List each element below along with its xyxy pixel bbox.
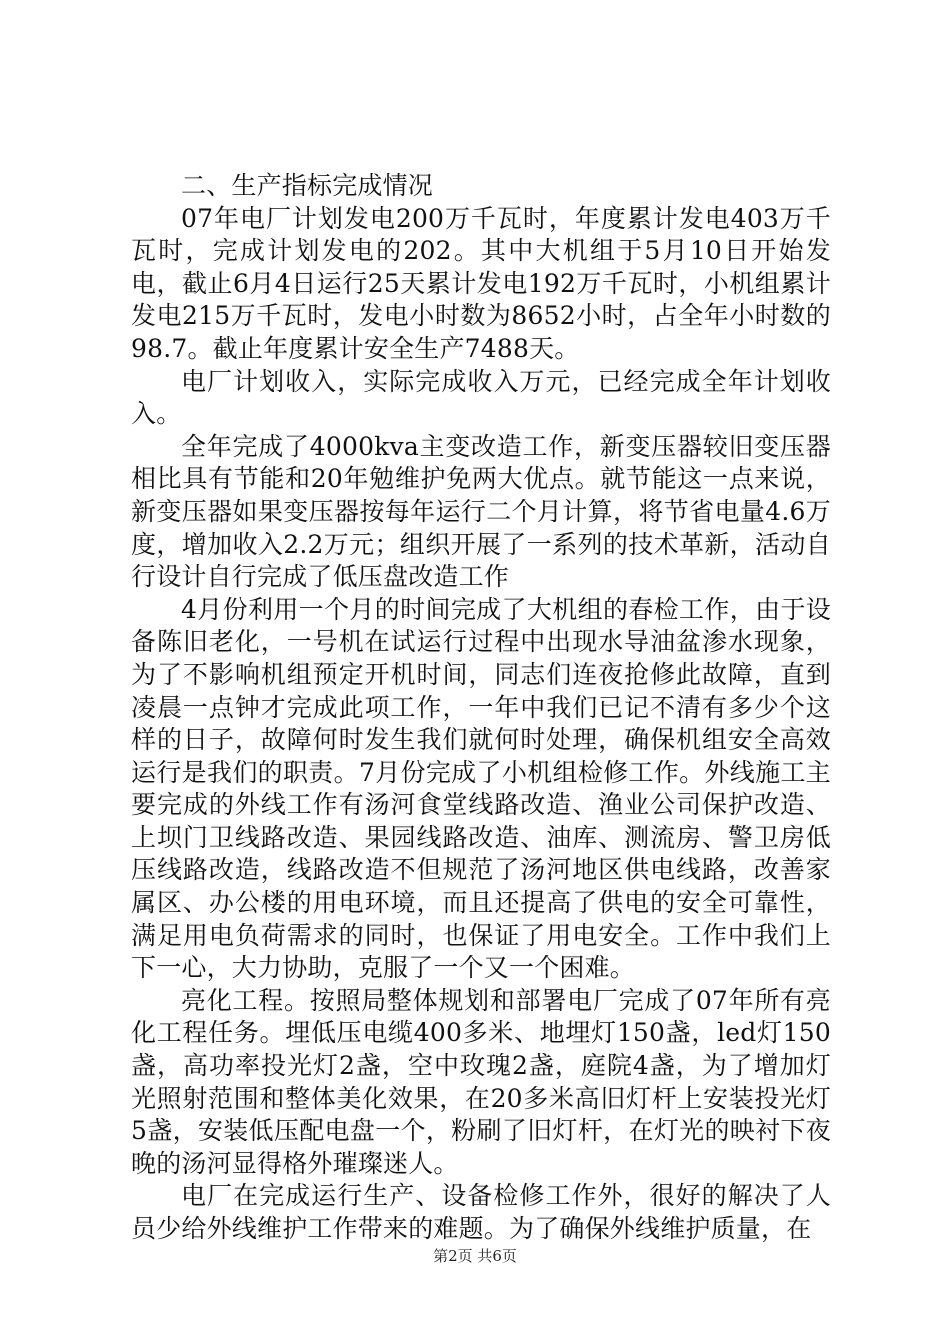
paragraph-line-maintenance: 电厂在完成运行生产、设备检修工作外，很好的解决了人员少给外线维护工作带来的难题。为了确保外线维护质量，在 — [131, 1181, 831, 1243]
page-footer — [0, 1246, 950, 1266]
paragraph-lighting-project: 亮化工程。按照局整体规划和部署电厂完成了07年所有亮化工程任务。埋低压电缆400多米、地埋灯150盏，led灯150盏，高功率投光灯2盏，空中玫瑰2盏，庭院4盏，为了增加灯光照射范围和整体美化效果，在20多米高旧灯杆上安装投光灯5盏，安装低压配电盘一个，粉刷了旧灯杆，在灯光的映衬下夜晚的汤河显得格外璀璨迷人。 — [131, 985, 831, 1178]
paragraph-power-generation: 07年电厂计划发电200万千瓦时，年度累计发电403万千瓦时，完成计划发电的202。其中大机组于5月10日开始发电，截止6月4日运行25天累计发电192万千瓦时，小机组累计发电215万千瓦时，发电小时数为8652小时，占全年小时数的98.7。截止年度累计安全生产7488天。 — [131, 203, 831, 363]
paragraph-income: 电厂计划收入，实际完成收入万元，已经完成全年计划收入。 — [131, 366, 831, 429]
section-heading: 二、生产指标完成情况 — [181, 171, 434, 200]
paragraph-maintenance-work: 4月份利用一个月的时间完成了大机组的春检工作，由于设备陈旧老化，一号机在试运行过程中出现水导油盆渗水现象，为了不影响机组预定开机时间，同志们连夜抢修此故障，直到凌晨一点钟才完成此项工作，一年中我们已记不清有多少个这样的日子，故障何时发生我们就何时处理，确保机组安全高效运行是我们的职责。7月份完成了小机组检修工作。外线施工主要完成的外线工作有汤河食堂线路改造、渔业公司保护改造、上坝门卫线路改造、果园线路改造、油库、测流房、警卫房低压线路改造，线路改造不但规范了汤河地区供电线路，改善家属区、办公楼的用电环境，而且还提高了供电的安全可靠性，满足用电负荷需求的同时，也保证了用电安全。工作中我们上下一心，大力协助，克服了一个又一个困难。 — [131, 594, 831, 983]
paragraph-transformer-upgrade: 全年完成了4000kva主变改造工作，新变压器较旧变压器相比具有节能和20年勉维护免两大优点。就节能这一点来说，新变压器如果变压器按每年运行二个月计算，将节省电量4.6万度，增加收入2.2万元；组织开展了一系列的技术革新，活动自行设计自行完成了低压盘改造工作 — [131, 431, 831, 592]
document-body — [131, 170, 831, 1246]
page-number: 第2页 共6页 — [433, 1247, 517, 1265]
